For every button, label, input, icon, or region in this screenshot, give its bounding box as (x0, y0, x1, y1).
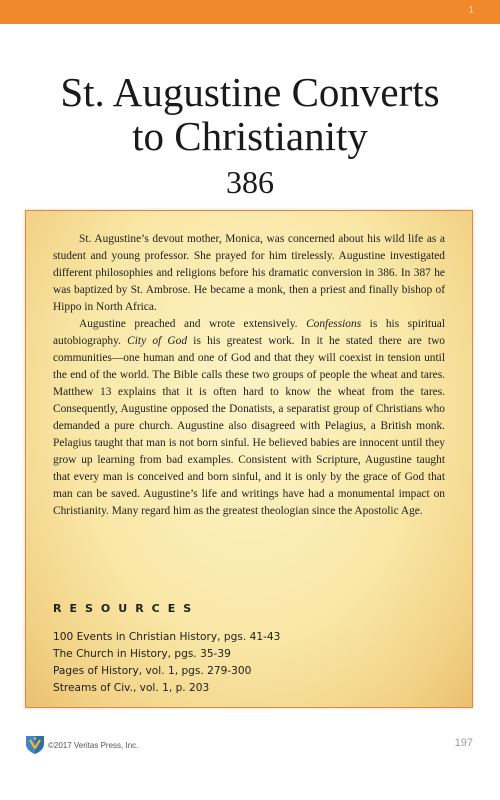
resource-item: Pages of History, vol. 1, pgs. 279-300 (53, 665, 252, 677)
title-line-2: to Christianity (132, 113, 368, 159)
p2-text-3: is his greatest work. In it he stated there are two communities—one human and one of God and that they will coexist in tension until the end of the world. The Bible calls these two groups of people the wheat and tares. Matthew 13 explains that it is often hard to know the wheat from the tares. Consequently, Augustine opposed the Donatists, a separatist group of Christians who demanded a pure church. Augustine also disagreed with Pelagius, a British monk. Pelagius taught that man is not born sinful. He believed babies are innocent until they grow up learning from bad examples. Consistent with Scripture, Augustine taught that every man is conceived and born sinful, and it is only by the grace of God that man can be saved. Augustine’s life and writings have had a monumental impact on Christianity. Many regard him as the greatest theologian since the Apostolic Age. (53, 335, 445, 517)
page-title (0, 70, 500, 200)
article-paragraph-1: St. Augustine’s devout mother, Monica, was concerned about his wild life as a student and young professor. She prayed for him tirelessly. Augustine investigated different philosophies and religions before his dramatic conversion in 386. In 387 he was baptized by St. Ambrose. He became a monk, then a priest and finally bishop of Hippo in North Africa. (53, 233, 445, 313)
footer-page-number: 197 (454, 737, 473, 749)
city-of-god-title: City of God (127, 335, 188, 347)
top-page-number: 1 (468, 5, 474, 16)
p2-text-1: Augustine preached and wrote extensively. (79, 318, 307, 330)
top-accent-bar (0, 0, 500, 24)
parchment-card (25, 210, 473, 708)
resource-item: Streams of Civ., vol. 1, p. 203 (53, 682, 210, 694)
title-line-1: St. Augustine Converts (60, 69, 440, 115)
resource-item: The Church in History, pgs. 35-39 (53, 648, 231, 660)
confessions-title: Confessions (306, 318, 362, 330)
resource-item: 100 Events in Christian History, pgs. 41-43 (53, 631, 281, 643)
article-paragraph-2 (53, 316, 445, 520)
event-year: 386 (226, 164, 274, 200)
article-body (53, 231, 445, 520)
copyright-text: ©2017 Veritas Press, Inc. (48, 741, 139, 750)
veritas-press-shield-icon (24, 733, 46, 755)
resources-heading: RESOURCES (53, 602, 200, 615)
resources-list (53, 629, 280, 697)
p2-text-2: is his spiritual autobiography. (53, 318, 446, 347)
